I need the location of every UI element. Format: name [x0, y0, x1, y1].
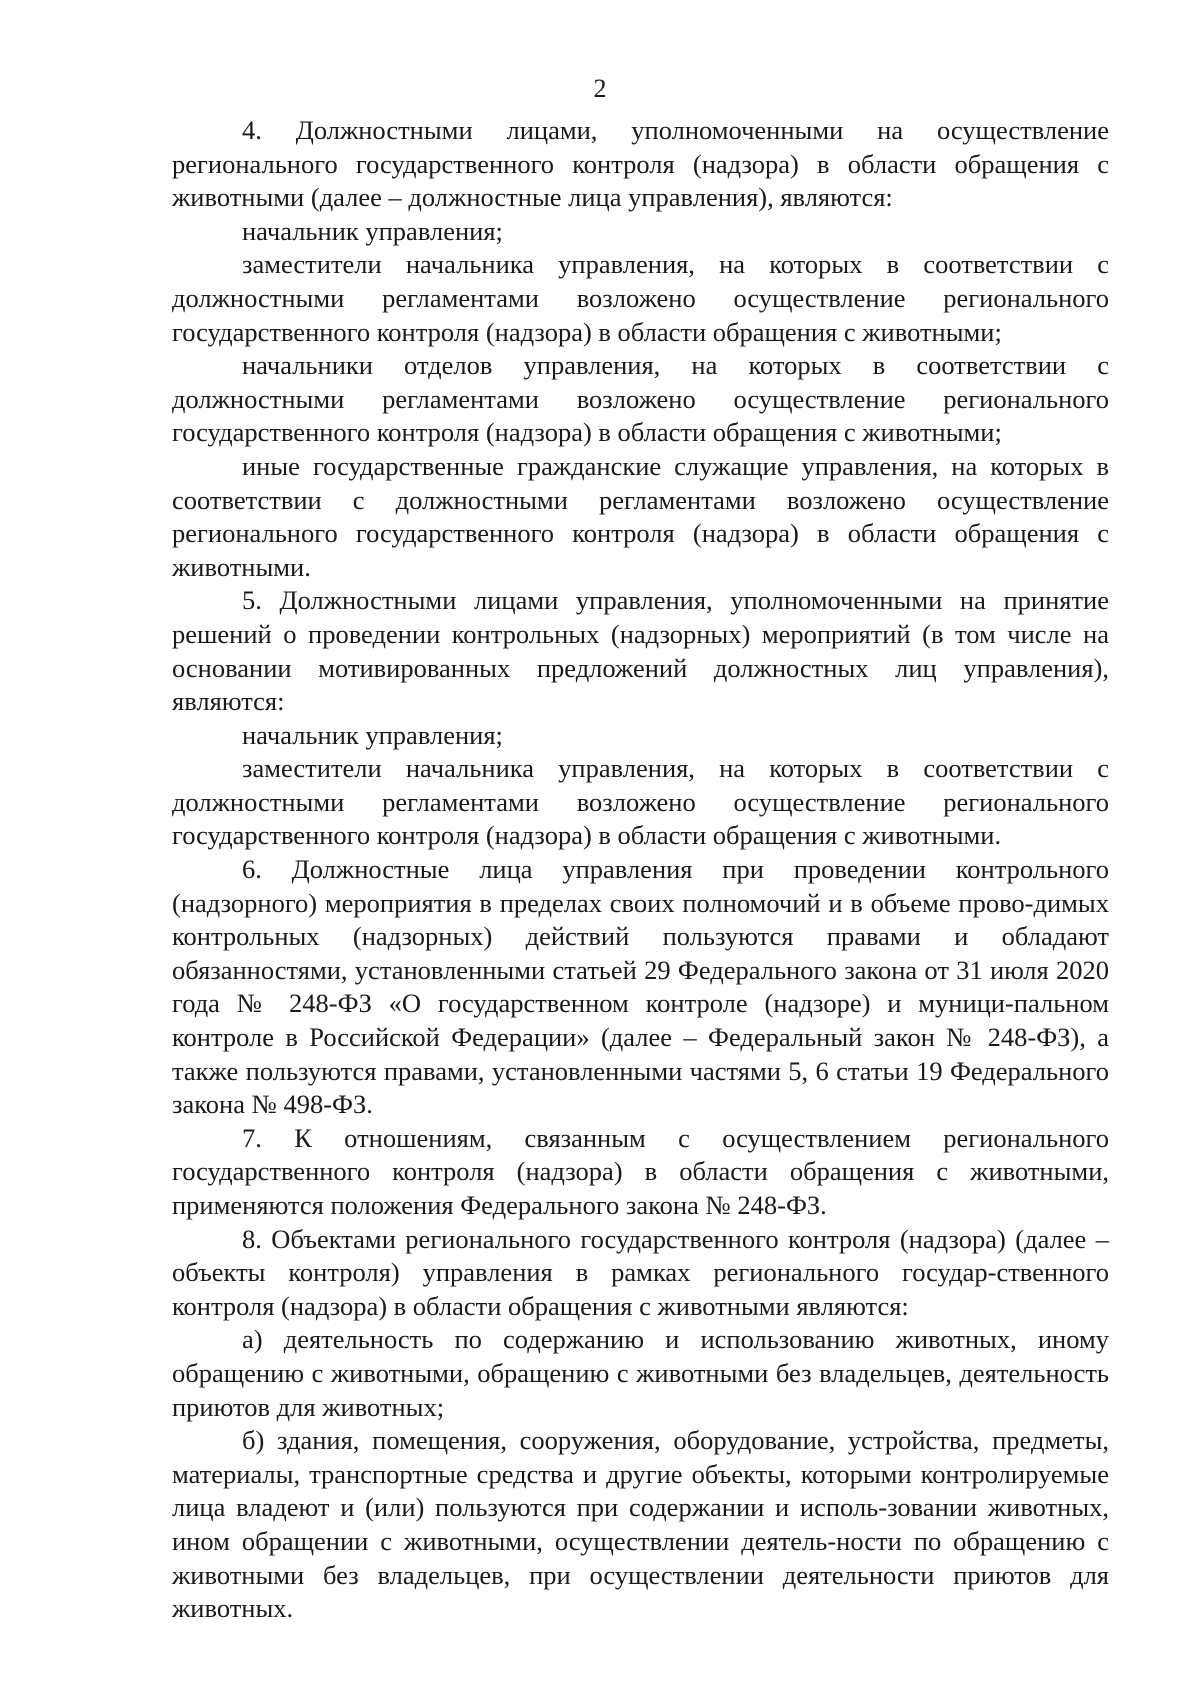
document-body — [172, 114, 1109, 1626]
paragraph-5: 5. Должностными лицами управления, уполномоченными на принятие решений о проведении контрольных (надзорных) мероприятий (в том числе на основании мотивированных предложений должностных лиц управления), являются: — [172, 585, 1109, 717]
list-item-head: начальник управления; — [242, 719, 503, 750]
paragraph-8: 8. Объектами регионального государственного контроля (надзора) (далее – объекты контроля) управления в рамках регионального государ-ственного контроля (надзора) в области обращения с животными являются: — [172, 1223, 1109, 1321]
list-item-deputies: заместители начальника управления, на которых в соответствии с должностными регламентами возложено осуществление регионального государственного контроля (надзора) в области обращения с животными. — [172, 753, 1109, 851]
paragraph-6: 6. Должностные лица управления при проведении контрольного (надзорного) мероприятия в пределах своих полномочий и в объеме прово-димых контрольных (надзорных) действий пользуются правами и обладают обязанностями, установленными статьей 29 Федерального закона от 31 июля 2020 года № 248-ФЗ «О государственном контроле (надзоре) и муници-пальном контроле в Российской Федерации» (далее – Федеральный закон № 248-ФЗ), а также пользуются правами, установленными частями 5, 6 статьи 19 Федерального закона № 498-ФЗ. — [172, 854, 1109, 1120]
paragraph-4: 4. Должностными лицами, уполномоченными на осуществление регионального государственного контроля (надзора) в области обращения с животными (далее – должностные лица управления), являются: — [172, 115, 1109, 213]
paragraph-7: 7. К отношениям, связанным с осуществлением регионального государственного контроля (надзора) в области обращения с животными, применяются положения Федерального закона № 248-ФЗ. — [172, 1122, 1109, 1220]
list-item-head: начальник управления; — [242, 215, 503, 246]
list-item-department-heads: начальники отделов управления, на которых в соответствии с должностными регламентами возложено осуществление регионального государственного контроля (надзора) в области обращения с животными; — [172, 350, 1109, 448]
list-item-other-servants: иные государственные гражданские служащие управления, на которых в соответствии с должностными регламентами возложено осуществление регионального государственного контроля (надзора) в области обращения с животными. — [172, 450, 1109, 582]
list-item-deputies: заместители начальника управления, на которых в соответствии с должностными регламентами возложено осуществление регионального государственного контроля (надзора) в области обращения с животными; — [172, 249, 1109, 347]
list-item-b: б) здания, помещения, сооружения, оборудование, устройства, предметы, материалы, транспортные средства и другие объекты, которыми контролируемые лица владеют и (или) пользуются при содержании и исполь-зовании животных, ином обращении с животными, осуществлении деятель-ности по обращению с животными без владельцев, при осуществлении деятельности приютов для животных. — [172, 1425, 1109, 1624]
list-item-a: а) деятельность по содержанию и использованию животных, иному обращению с животными, обращению с животными без владельцев, деятельность приютов для животных; — [172, 1324, 1109, 1422]
page-number: 2 — [593, 74, 607, 103]
